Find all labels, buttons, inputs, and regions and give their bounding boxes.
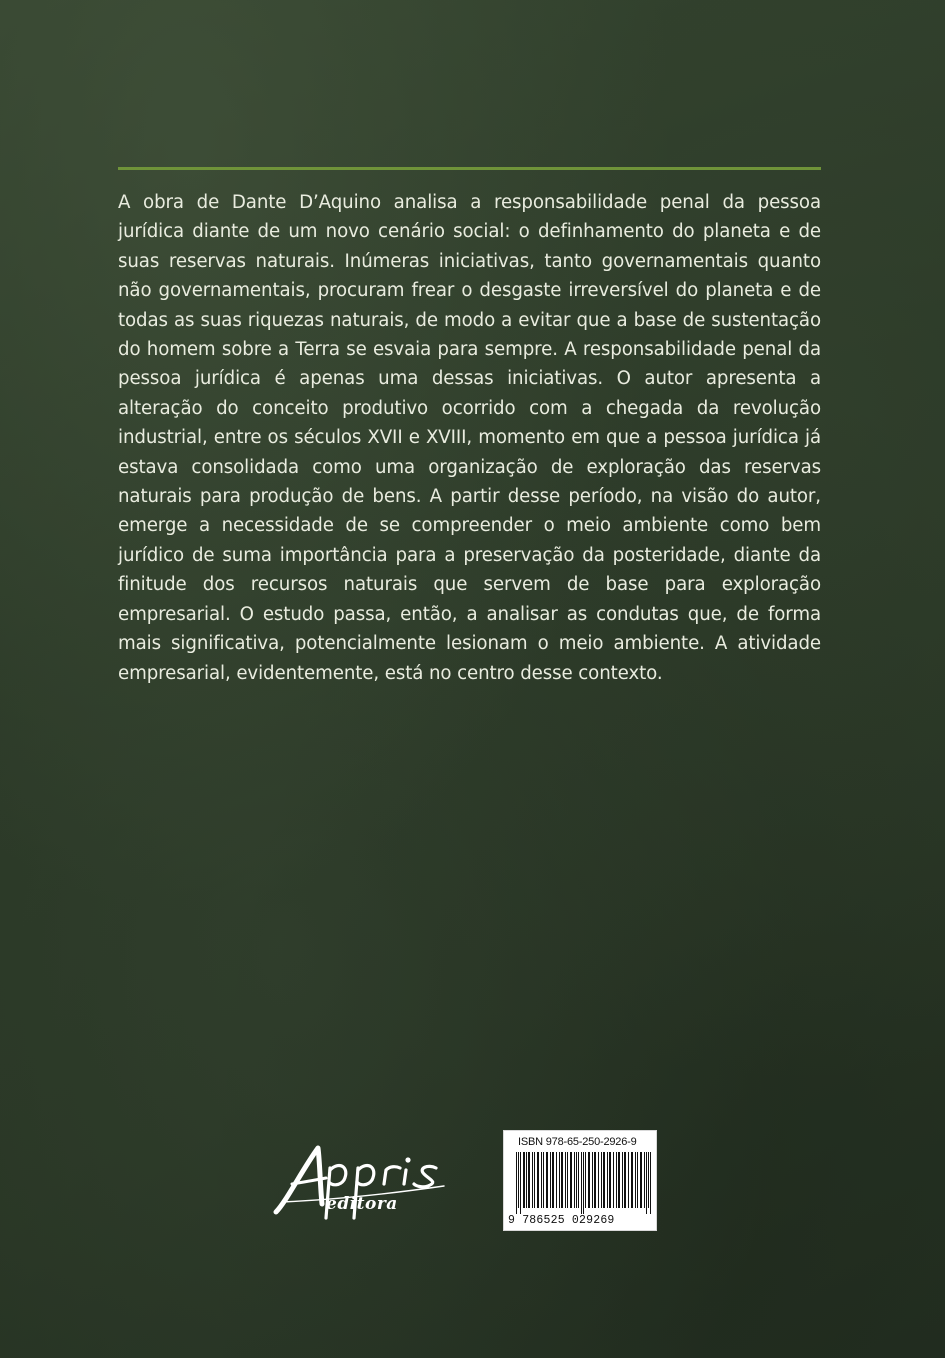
barcode-bar bbox=[581, 1152, 582, 1214]
barcode-bar bbox=[574, 1152, 575, 1208]
barcode-bar bbox=[516, 1152, 517, 1214]
top-divider-rule bbox=[118, 167, 821, 170]
barcode-bar bbox=[640, 1152, 642, 1208]
barcode-bar bbox=[576, 1152, 577, 1208]
barcode-bar bbox=[588, 1152, 590, 1208]
barcode-bar bbox=[528, 1152, 530, 1208]
barcode-bar bbox=[592, 1152, 593, 1208]
isbn-barcode-block bbox=[503, 1130, 657, 1231]
barcode-bar bbox=[550, 1152, 551, 1208]
barcode-bar bbox=[631, 1152, 633, 1208]
barcode-bar bbox=[532, 1152, 533, 1208]
barcode-bar bbox=[637, 1152, 638, 1208]
barcode-bar bbox=[646, 1152, 647, 1214]
barcode-bar bbox=[618, 1152, 620, 1208]
isbn-label: ISBN 978-65-250-2926-9 bbox=[518, 1136, 637, 1148]
barcode-bar bbox=[561, 1152, 563, 1208]
barcode-bar bbox=[567, 1152, 568, 1208]
barcode-bar bbox=[601, 1152, 602, 1208]
publisher-logo bbox=[268, 1138, 458, 1220]
barcode-bar bbox=[635, 1152, 636, 1208]
barcode-bar bbox=[609, 1152, 611, 1208]
barcode-bar bbox=[541, 1152, 542, 1208]
barcode-bar bbox=[534, 1152, 535, 1208]
publisher-name bbox=[268, 1220, 269, 1221]
barcode-bar bbox=[526, 1152, 527, 1208]
publisher-tagline: editora bbox=[326, 1194, 398, 1214]
barcode-bar bbox=[537, 1152, 539, 1208]
barcode-digits: 9 786525 029269 bbox=[508, 1214, 615, 1227]
synopsis-text: A obra de Dante D’Aquino analisa a responsabilidade penal da pessoa jurídica diante de um novo cenário social: o definhamento do planeta e de suas reservas naturais. Inúmeras iniciativas, tanto governamentais quanto não governamentais, procuram frear o desgaste irreversível do planeta e de todas as suas riquezas naturais, de modo a evitar que a base de sustentação do homem sobre a Terra se esvaia para sempre. A responsabilidade penal da pessoa jurídica é apenas uma dessas iniciativas. O autor apresenta a alteração do conceito produtivo ocorrido com a chegada da revolução industrial, entre os séculos XVII e XVIII, momento em que a pessoa jurídica já estava consolidada como uma organização de exploração das reservas naturais para produção de bens. A partir desse período, na visão do autor, emerge a necessidade de se compreender o meio ambiente como bem jurídico de suma importância para a preservação da posteridade, diante da finitude dos recursos naturais que servem de base para exploração empresarial. O estudo passa, então, a analisar as condutas que, de forma mais significativa, potencialmente lesionam o meio ambiente. A atividade empresarial, evidentemente, está no centro desse contexto. bbox=[118, 192, 821, 684]
barcode-bar bbox=[520, 1152, 521, 1214]
barcode-bar bbox=[556, 1152, 557, 1208]
barcode-bar bbox=[546, 1152, 548, 1208]
barcode-icon bbox=[516, 1152, 654, 1214]
barcode-bar bbox=[628, 1152, 629, 1208]
barcode-bar bbox=[523, 1152, 525, 1208]
barcode-bar bbox=[613, 1152, 614, 1208]
barcode-bar bbox=[578, 1152, 579, 1208]
barcode-bar bbox=[598, 1152, 599, 1208]
barcode-bar bbox=[648, 1152, 649, 1208]
barcode-bar bbox=[583, 1152, 584, 1214]
barcode-bar bbox=[518, 1152, 519, 1208]
barcode-bar bbox=[603, 1152, 605, 1208]
barcode-bar bbox=[585, 1152, 586, 1208]
barcode-bar bbox=[570, 1152, 572, 1208]
barcode-bar bbox=[552, 1152, 554, 1208]
barcode-bar bbox=[565, 1152, 566, 1208]
barcode-bar bbox=[644, 1152, 645, 1208]
barcode-bar bbox=[622, 1152, 623, 1208]
barcode-bar bbox=[650, 1152, 651, 1214]
barcode-bar bbox=[607, 1152, 608, 1208]
barcode-bar bbox=[594, 1152, 596, 1208]
barcode-bar bbox=[624, 1152, 626, 1208]
barcode-bar bbox=[616, 1152, 617, 1208]
barcode-bar bbox=[559, 1152, 560, 1208]
barcode-bar bbox=[543, 1152, 544, 1208]
